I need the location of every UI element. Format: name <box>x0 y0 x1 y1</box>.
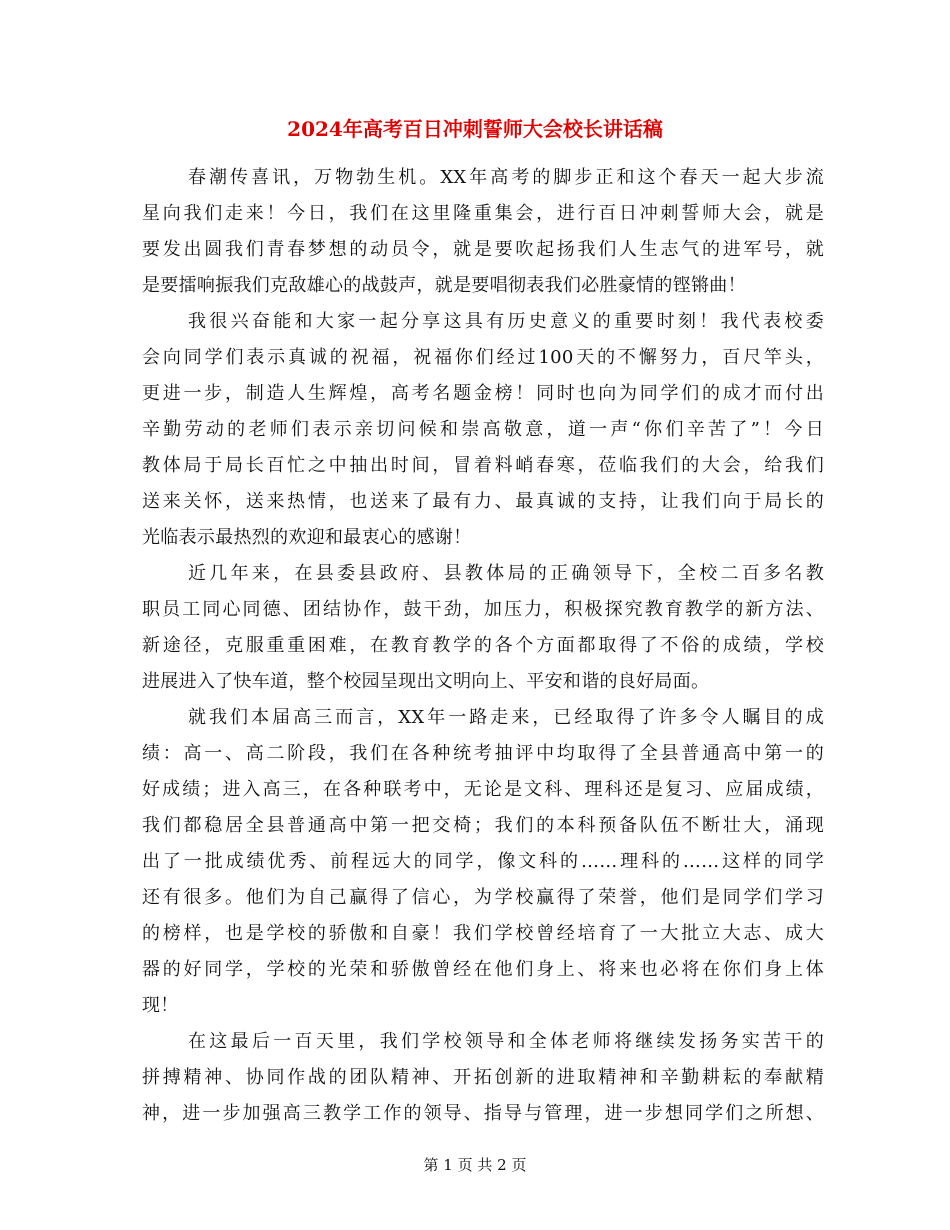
text-line: 我们都稳居全县普通高中第一把交椅；我们的本科预备队伍不断壮大，涌现 <box>142 815 824 836</box>
text-line: 新途径，克服重重困难，在教育教学的各个方面都取得了不俗的成绩，学校 <box>142 635 824 656</box>
text-line: 教体局于局长百忙之中抽出时间，冒着料峭春寒，莅临我们的大会，给我们 <box>142 455 824 476</box>
text-line: 还有很多。他们为自己赢得了信心，为学校赢得了荣誉，他们是同学们学习 <box>142 887 824 908</box>
text-line: 好成绩；进入高三，在各种联考中，无论是文科、理科还是复习、应届成绩， <box>142 779 824 800</box>
text-line: 是要擂响振我们克敌雄心的战鼓声，就是要唱彻表我们必胜豪情的铿锵曲！ <box>142 275 746 296</box>
text-line: 器的好同学，学校的光荣和骄傲曾经在他们身上、将来也必将在你们身上体 <box>142 959 824 980</box>
text-line: 光临表示最热烈的欢迎和最衷心的感谢！ <box>142 527 472 548</box>
text-line: 辛勤劳动的老师们表示亲切问候和崇高敬意，道一声“你们辛苦了”！今日 <box>142 419 824 440</box>
text-line: 要发出圆我们青春梦想的动员令，就是要吹起扬我们人生志气的进军号，就 <box>142 239 824 260</box>
text-line: 更进一步，制造人生辉煌，高考名题金榜！同时也向为同学们的成才而付出 <box>142 383 824 404</box>
text-line: 春潮传喜讯，万物勃生机。XX年高考的脚步正和这个春天一起大步流 <box>188 167 824 188</box>
text-line: 的榜样，也是学校的骄傲和自豪！我们学校曾经培育了一大批立大志、成大 <box>142 923 824 944</box>
text-line: 会向同学们表示真诚的祝福，祝福你们经过100天的不懈努力，百尺竿头， <box>142 347 824 368</box>
text-line: 星向我们走来！今日，我们在这里隆重集会，进行百日冲刺誓师大会，就是 <box>142 203 824 224</box>
text-line: 近几年来，在县委县政府、县教体局的正确领导下，全校二百多名教 <box>188 563 824 584</box>
text-line: 职员工同心同德、团结协作，鼓干劲，加压力，积极探究教育教学的新方法、 <box>142 599 824 620</box>
text-line: 现！ <box>142 995 179 1016</box>
text-line: 就我们本届高三而言，XX年一路走来，已经取得了许多令人瞩目的成 <box>188 707 824 728</box>
text-line: 绩：高一、高二阶段，我们在各种统考抽评中均取得了全县普通高中第一的 <box>142 743 824 764</box>
text-line: 拼搏精神、协同作战的团队精神、开拓创新的进取精神和辛勤耕耘的奉献精 <box>142 1067 824 1088</box>
page-footer: 第 1 页 共 2 页 <box>423 1156 527 1174</box>
text-line: 我很兴奋能和大家一起分享这具有历史意义的重要时刻！我代表校委 <box>188 311 824 332</box>
document-body <box>142 160 824 1132</box>
text-line: 出了一批成绩优秀、前程远大的同学，像文科的……理科的……这样的同学 <box>142 851 824 872</box>
text-line: 在这最后一百天里，我们学校领导和全体老师将继续发扬务实苦干的 <box>188 1031 824 1052</box>
text-line: 送来关怀，送来热情，也送来了最有力、最真诚的支持，让我们向于局长的 <box>142 491 824 512</box>
text-line: 进展进入了快车道，整个校园呈现出文明向上、平安和谐的良好局面。 <box>142 671 710 692</box>
document-title: 2024年高考百日冲刺誓师大会校长讲话稿 <box>287 117 663 141</box>
text-line: 神，进一步加强高三教学工作的领导、指导与管理，进一步想同学们之所想、 <box>142 1103 824 1124</box>
